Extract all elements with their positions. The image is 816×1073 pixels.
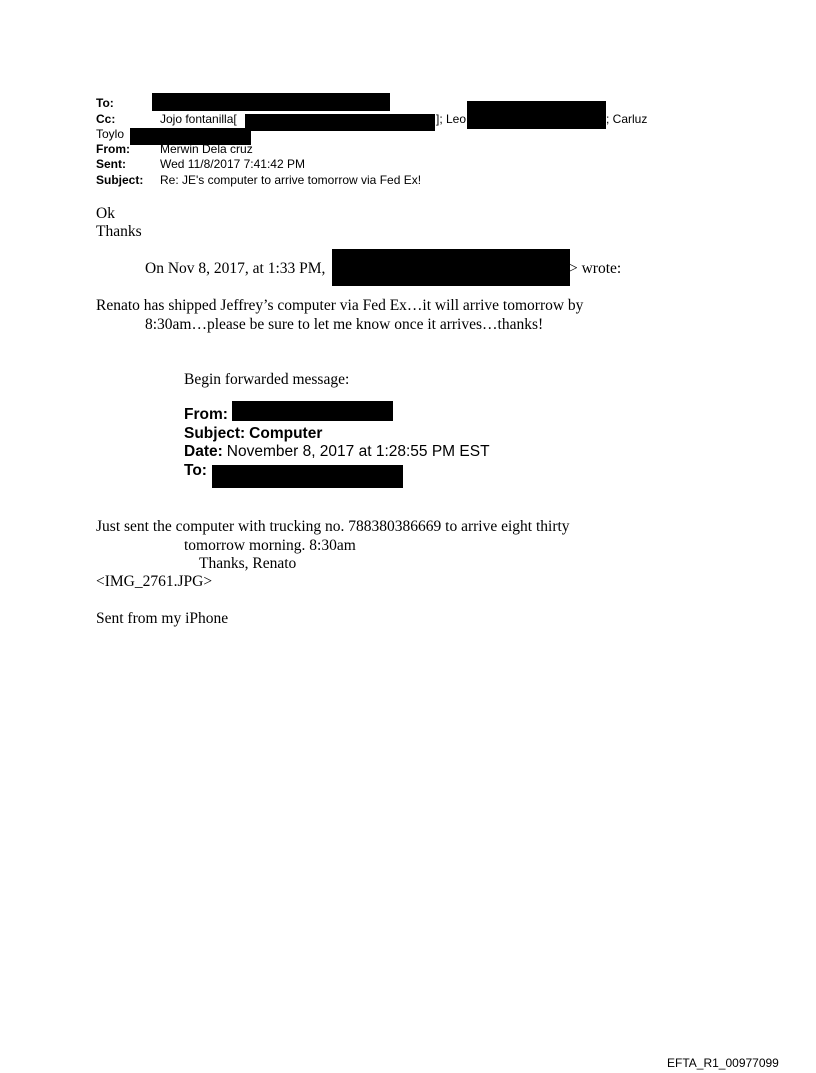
- cc-continuation: Toylo: [96, 127, 125, 141]
- forwarded-subject-value: Computer: [249, 425, 323, 442]
- quote-message-line: Renato has shipped Jeffrey’s computer via Fed Ex…it will arrive tomorrow by: [96, 297, 584, 314]
- reply-line: Thanks: [96, 223, 142, 240]
- quote-intro-start: On Nov 8, 2017, at 1:33 PM,: [145, 260, 326, 277]
- from-label: From:: [96, 142, 130, 156]
- redaction-box: [212, 465, 403, 488]
- subject-label: Subject:: [96, 173, 144, 187]
- inner-message-line: Just sent the computer with trucking no. 788380386669 to arrive eight thirty: [96, 518, 570, 535]
- forwarded-date-value: November 8, 2017 at 1:28:55 PM EST: [226, 443, 490, 460]
- inner-message-line: tomorrow morning. 8:30am: [184, 537, 356, 554]
- from-value: Merwin Dela cruz: [160, 142, 253, 156]
- forwarded-subject-label: Subject:: [184, 425, 246, 442]
- to-label: To:: [96, 96, 114, 110]
- cc-part2: ]; Leo: [436, 112, 467, 126]
- attachment-placeholder: <IMG_2761.JPG>: [96, 573, 213, 590]
- redaction-box: [245, 114, 435, 131]
- quote-message-line: 8:30am…please be sure to let me know once it arrives…thanks!: [145, 316, 544, 333]
- cc-label: Cc:: [96, 112, 116, 126]
- forwarded-subject: [184, 425, 322, 443]
- document-id: EFTA_R1_00977099: [667, 1056, 779, 1070]
- inner-signoff: Thanks, Renato: [199, 555, 297, 572]
- sent-value: Wed 11/8/2017 7:41:42 PM: [160, 157, 305, 171]
- redaction-box: [152, 93, 390, 111]
- sent-label: Sent:: [96, 157, 126, 171]
- quote-intro-end: > wrote:: [569, 260, 622, 277]
- forwarded-date: [184, 443, 490, 461]
- forwarded-from-label: From:: [184, 406, 228, 423]
- cc-part1: Jojo fontanilla[: [160, 112, 237, 126]
- redaction-box: [232, 401, 393, 421]
- forwarded-intro: Begin forwarded message:: [184, 371, 350, 388]
- cc-part3: ; Carluz: [606, 112, 648, 126]
- forwarded-to-label: To:: [184, 462, 207, 479]
- reply-line: Ok: [96, 205, 115, 222]
- forwarded-date-label: Date:: [184, 443, 223, 460]
- signature: Sent from my iPhone: [96, 610, 229, 627]
- redaction-box: [332, 249, 570, 286]
- subject-value: Re: JE's computer to arrive tomorrow via Fed Ex!: [160, 173, 422, 187]
- redaction-box: [467, 101, 606, 129]
